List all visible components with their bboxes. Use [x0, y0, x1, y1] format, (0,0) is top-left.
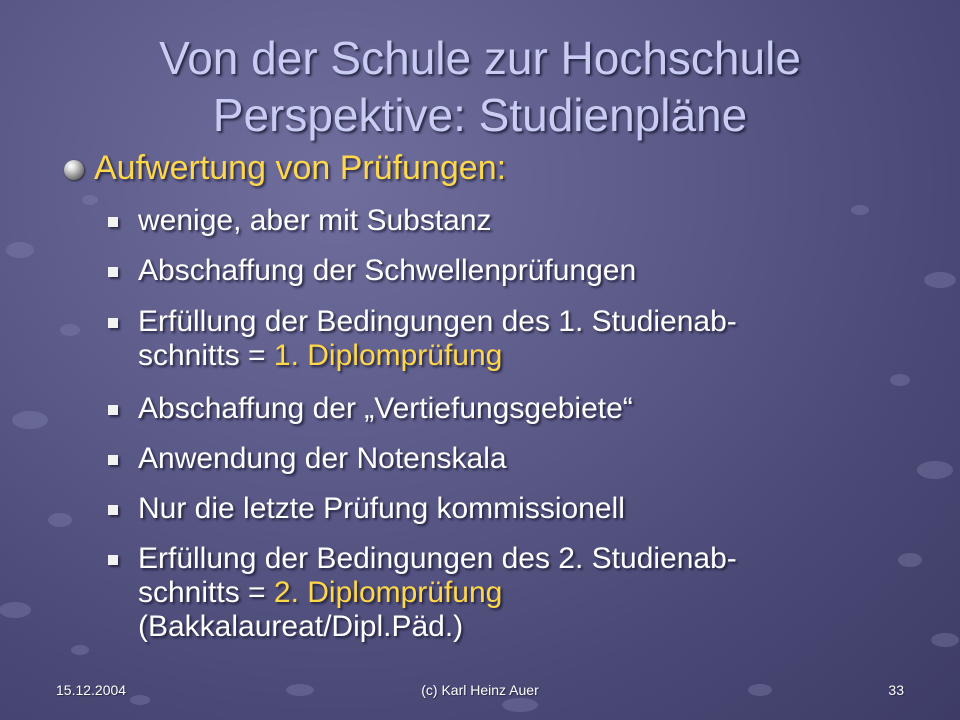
item-text: Abschaffung der Schwellenprüfungen — [138, 254, 637, 287]
item-line-2 — [138, 576, 908, 610]
title-line-2: Perspektive: Studienpläne — [212, 89, 748, 141]
highlight-text: 2. Diplomprüfung — [273, 576, 503, 609]
footer-author: (c) Karl Heinz Auer — [421, 682, 539, 698]
square-bullet-icon — [108, 505, 118, 515]
item-line-2-prefix: schnitts = — [138, 576, 274, 609]
item-text — [138, 542, 908, 644]
item-text: wenige, aber mit Substanz — [138, 204, 492, 237]
square-bullet-icon — [108, 318, 118, 328]
footer-date: 15.12.2004 — [56, 682, 127, 698]
highlight-text: 1. Diplomprüfung — [273, 339, 503, 372]
square-bullet-icon — [108, 217, 118, 227]
heading-row — [64, 148, 924, 188]
title-line-1: Von der Schule zur Hochschule — [159, 32, 801, 84]
item-line-3: (Bakkalaureat/Dipl.Päd.) — [138, 610, 464, 643]
item-line-1: Erfüllung der Bedingungen des 1. Studienab- — [138, 305, 737, 338]
item-text: Nur die letzte Prüfung kommissionell — [138, 492, 625, 525]
square-bullet-icon — [108, 455, 118, 465]
item-text: Anwendung der Notenskala — [138, 442, 507, 475]
square-bullet-icon — [108, 267, 118, 277]
item-line-1: Erfüllung der Bedingungen des 2. Studienab- — [138, 542, 737, 575]
footer-page-number: 33 — [888, 682, 904, 698]
section-heading: Aufwertung von Prüfungen: — [94, 149, 507, 187]
item-line-2 — [138, 339, 908, 373]
slide-title — [40, 30, 920, 144]
item-text — [138, 305, 908, 373]
sphere-bullet-icon — [64, 160, 84, 180]
square-bullet-icon — [108, 405, 118, 415]
item-text: Abschaffung der „Vertiefungsgebiete“ — [138, 392, 633, 425]
item-line-2-prefix: schnitts = — [138, 339, 274, 372]
square-bullet-icon — [108, 555, 118, 565]
